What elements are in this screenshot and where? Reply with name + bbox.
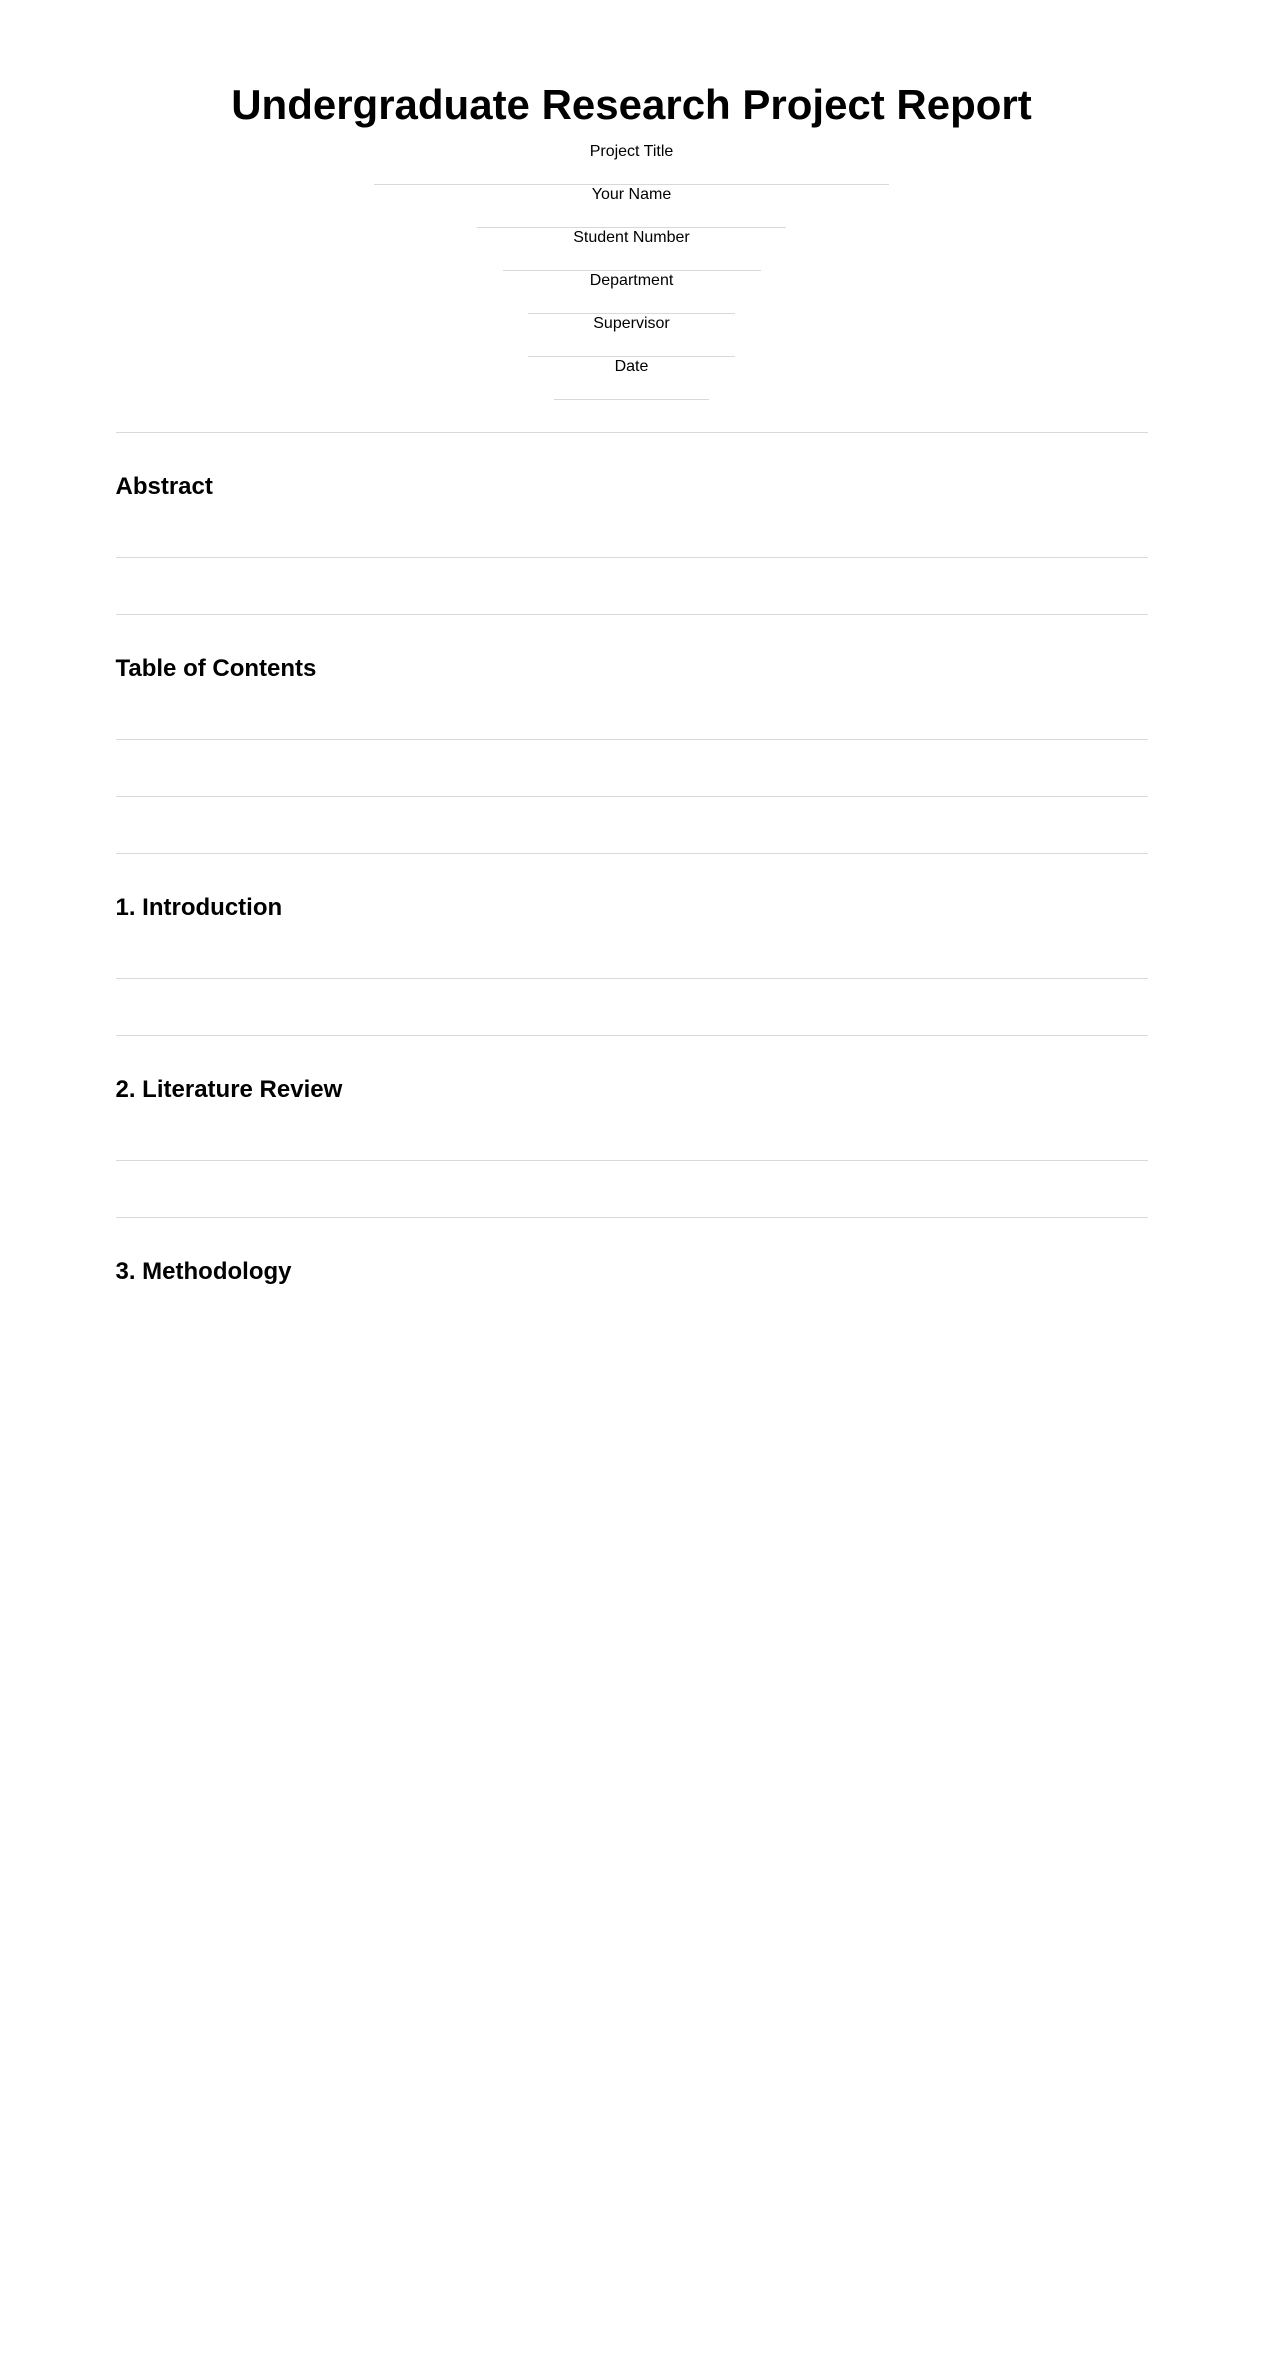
writing-line[interactable] xyxy=(116,922,1148,979)
section-abstract xyxy=(116,433,1148,615)
section-introduction xyxy=(116,854,1148,1036)
section-heading: 3. Methodology xyxy=(115,1258,292,1285)
writing-line[interactable] xyxy=(116,797,1148,854)
project-title-field[interactable]: Project Title xyxy=(374,142,889,185)
date-field[interactable]: Date xyxy=(554,357,709,400)
report-title: Undergraduate Research Project Report xyxy=(231,81,1032,128)
report-page xyxy=(116,0,1148,1286)
your-name-field[interactable]: Your Name xyxy=(477,185,786,228)
writing-line[interactable] xyxy=(116,558,1148,615)
section-heading: Table of Contents xyxy=(115,655,317,682)
writing-line[interactable] xyxy=(116,683,1148,740)
section-heading: 2. Literature Review xyxy=(115,1076,343,1103)
student-number-field[interactable]: Student Number xyxy=(503,228,761,271)
department-field[interactable]: Department xyxy=(528,271,735,314)
writing-line[interactable] xyxy=(116,740,1148,797)
supervisor-field[interactable]: Supervisor xyxy=(528,314,735,357)
cover-fields xyxy=(116,142,1148,400)
section-heading: Abstract xyxy=(115,473,213,500)
writing-line[interactable] xyxy=(116,1161,1148,1218)
section-literature-review xyxy=(116,1036,1148,1218)
section-table-of-contents xyxy=(116,615,1148,854)
writing-line[interactable] xyxy=(116,1104,1148,1161)
section-heading: 1. Introduction xyxy=(115,894,283,921)
section-methodology xyxy=(116,1218,1148,1286)
writing-line[interactable] xyxy=(116,979,1148,1036)
writing-line[interactable] xyxy=(116,501,1148,558)
